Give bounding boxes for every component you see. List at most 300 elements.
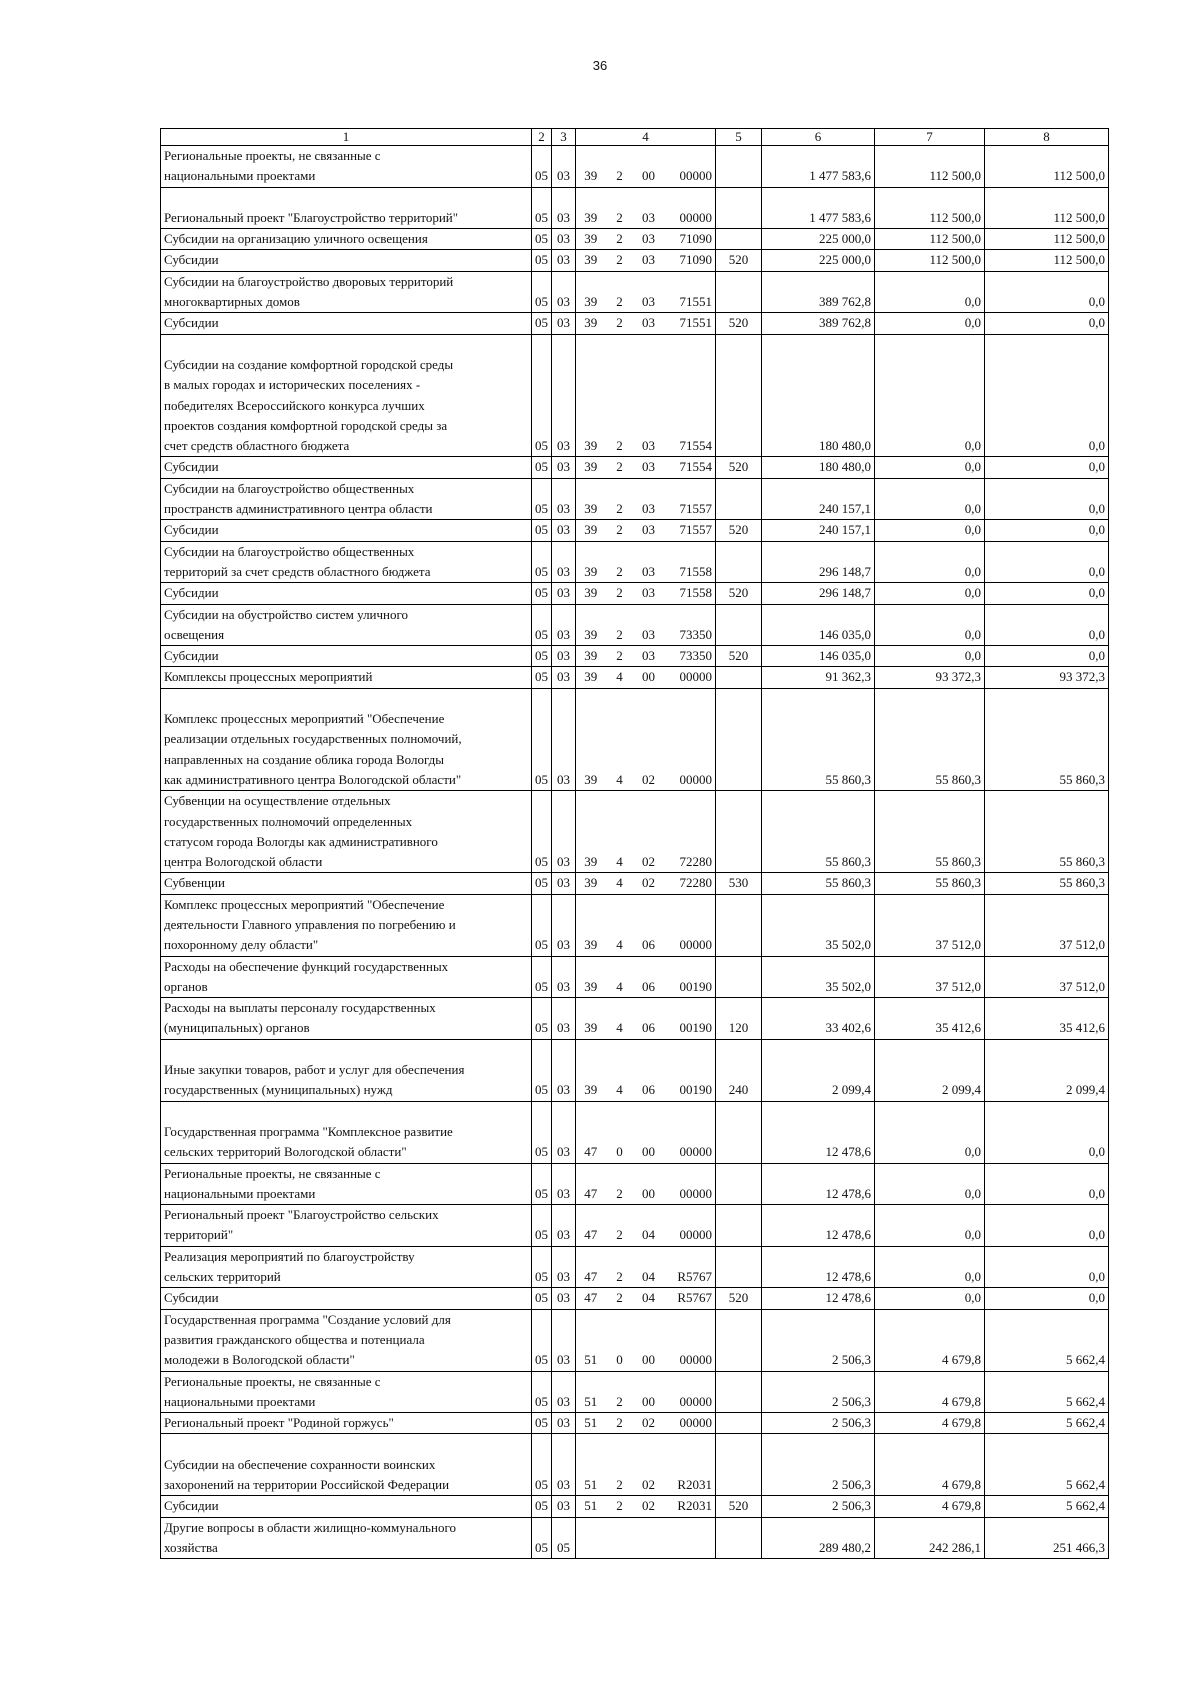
target-code-direction: 00190: [664, 1039, 716, 1101]
table-row: [161, 791, 1109, 873]
target-code-type: 2: [606, 457, 634, 478]
subsection-code: 03: [552, 956, 576, 998]
expense-type: [716, 1309, 762, 1371]
target-code-program: 39: [576, 229, 606, 250]
table-row: [161, 313, 1109, 334]
target-code-program: 39: [576, 998, 606, 1040]
row-name: Субсидии на создание комфортной городской среды в малых городах и исторических поселениях - победителях Всероссийского конкурса лучших проектов создания комфортной городской среды за счет средств областного бюджета: [161, 334, 532, 457]
subsection-code: 03: [552, 1288, 576, 1309]
row-name: Субсидии: [161, 313, 532, 334]
expense-type: 520: [716, 520, 762, 541]
expense-type: [716, 894, 762, 956]
amount-col-7: 4 679,8: [875, 1413, 985, 1434]
amount-col-7: 93 372,3: [875, 667, 985, 688]
row-name: Государственная программа "Комплексное развитие сельских территорий Вологодской области": [161, 1101, 532, 1163]
amount-col-7: 112 500,0: [875, 187, 985, 229]
target-code-structure: 03: [634, 271, 664, 313]
section-code: 05: [532, 1517, 552, 1559]
section-code: 05: [532, 894, 552, 956]
amount-col-8: 55 860,3: [985, 688, 1109, 790]
target-code-program: 39: [576, 1039, 606, 1101]
expense-type: [716, 1413, 762, 1434]
subsection-code: 03: [552, 604, 576, 646]
amount-col-7: 55 860,3: [875, 791, 985, 873]
target-code-type: 4: [606, 667, 634, 688]
expense-type: [716, 604, 762, 646]
target-code-structure: 02: [634, 873, 664, 894]
target-code-structure: 04: [634, 1288, 664, 1309]
target-code-direction: 00000: [664, 1101, 716, 1163]
amount-col-6: 35 502,0: [762, 894, 875, 956]
target-code-direction: 00000: [664, 1309, 716, 1371]
expense-type: 520: [716, 646, 762, 667]
target-code-program: 39: [576, 583, 606, 604]
amount-col-7: 2 099,4: [875, 1039, 985, 1101]
amount-col-6: 296 148,7: [762, 541, 875, 583]
expense-type: [716, 478, 762, 520]
target-code-direction: 73350: [664, 646, 716, 667]
row-name: Региональные проекты, не связанные с национальными проектами: [161, 1371, 532, 1413]
section-code: 05: [532, 1496, 552, 1517]
amount-col-8: 2 099,4: [985, 1039, 1109, 1101]
expense-type: [716, 791, 762, 873]
table-row: [161, 1309, 1109, 1371]
subsection-code: 03: [552, 313, 576, 334]
amount-col-6: 1 477 583,6: [762, 187, 875, 229]
table-row: [161, 1163, 1109, 1205]
amount-col-6: 1 477 583,6: [762, 146, 875, 188]
table-row: [161, 667, 1109, 688]
target-code-direction: 72280: [664, 873, 716, 894]
header-col-7: 7: [875, 129, 985, 146]
amount-col-7: 37 512,0: [875, 956, 985, 998]
target-code-program: 51: [576, 1413, 606, 1434]
amount-col-6: 240 157,1: [762, 478, 875, 520]
target-code-direction: 00190: [664, 998, 716, 1040]
subsection-code: 03: [552, 583, 576, 604]
subsection-code: 03: [552, 1205, 576, 1247]
section-code: 05: [532, 1309, 552, 1371]
target-code-program: 39: [576, 873, 606, 894]
target-code-type: 2: [606, 334, 634, 457]
target-code-direction: 00000: [664, 1371, 716, 1413]
target-code-program: 39: [576, 313, 606, 334]
row-name: Субвенции: [161, 873, 532, 894]
target-code-type: 4: [606, 688, 634, 790]
target-code-structure: 04: [634, 1246, 664, 1288]
target-code-type: 2: [606, 646, 634, 667]
table-row: [161, 1517, 1109, 1559]
amount-col-6: 2 506,3: [762, 1371, 875, 1413]
row-name: Субсидии на благоустройство общественных пространств административного центра области: [161, 478, 532, 520]
target-code-program: 39: [576, 457, 606, 478]
row-name: Субсидии на организацию уличного освещения: [161, 229, 532, 250]
target-code-structure: 00: [634, 1371, 664, 1413]
row-name: Региональные проекты, не связанные с национальными проектами: [161, 146, 532, 188]
target-code-structure: 00: [634, 1309, 664, 1371]
table-row: [161, 1371, 1109, 1413]
target-code-structure: 03: [634, 478, 664, 520]
target-code-structure: 03: [634, 187, 664, 229]
subsection-code: 03: [552, 1434, 576, 1496]
row-name: Субсидии на обустройство систем уличного освещения: [161, 604, 532, 646]
row-name: Региональный проект "Благоустройство территорий": [161, 187, 532, 229]
target-code-program: 39: [576, 271, 606, 313]
section-code: 05: [532, 873, 552, 894]
table-row: [161, 541, 1109, 583]
subsection-code: 03: [552, 1496, 576, 1517]
amount-col-6: 2 506,3: [762, 1413, 875, 1434]
table-row: [161, 146, 1109, 188]
subsection-code: 03: [552, 229, 576, 250]
table-row: [161, 998, 1109, 1040]
target-code-program: 47: [576, 1205, 606, 1247]
table-row: [161, 583, 1109, 604]
table-row: [161, 1205, 1109, 1247]
target-code-type: 2: [606, 1205, 634, 1247]
target-code-type: 2: [606, 520, 634, 541]
subsection-code: 03: [552, 873, 576, 894]
row-name: Субсидии: [161, 646, 532, 667]
target-code-structure: 02: [634, 1496, 664, 1517]
target-code-direction: 71551: [664, 313, 716, 334]
target-code-structure: 02: [634, 688, 664, 790]
subsection-code: 03: [552, 541, 576, 583]
expense-type: [716, 1246, 762, 1288]
amount-col-8: 0,0: [985, 334, 1109, 457]
table-row: [161, 873, 1109, 894]
table-row: [161, 457, 1109, 478]
target-code-direction: 71554: [664, 457, 716, 478]
target-code-type: 4: [606, 791, 634, 873]
amount-col-7: 4 679,8: [875, 1309, 985, 1371]
amount-col-6: 91 362,3: [762, 667, 875, 688]
section-code: 05: [532, 1371, 552, 1413]
target-code-direction: 00190: [664, 956, 716, 998]
target-code-direction: 00000: [664, 667, 716, 688]
amount-col-7: 0,0: [875, 583, 985, 604]
amount-col-7: 4 679,8: [875, 1434, 985, 1496]
subsection-code: 03: [552, 1246, 576, 1288]
amount-col-7: 37 512,0: [875, 894, 985, 956]
target-code-direction: 00000: [664, 1163, 716, 1205]
row-name: Субвенции на осуществление отдельных государственных полномочий определенных статусом города Вологды как административного центра Вологодской области: [161, 791, 532, 873]
table-row: [161, 1039, 1109, 1101]
target-code-direction: 00000: [664, 146, 716, 188]
target-code-program: 39: [576, 146, 606, 188]
amount-col-8: 0,0: [985, 604, 1109, 646]
target-code-type: 4: [606, 998, 634, 1040]
section-code: 05: [532, 1101, 552, 1163]
target-code-type: 2: [606, 1496, 634, 1517]
section-code: 05: [532, 583, 552, 604]
target-code-direction: R2031: [664, 1434, 716, 1496]
target-code-structure: 00: [634, 146, 664, 188]
amount-col-7: 0,0: [875, 457, 985, 478]
target-code-program: 51: [576, 1371, 606, 1413]
section-code: 05: [532, 1434, 552, 1496]
amount-col-7: 4 679,8: [875, 1496, 985, 1517]
section-code: 05: [532, 646, 552, 667]
amount-col-8: 112 500,0: [985, 229, 1109, 250]
target-code-type: 2: [606, 1413, 634, 1434]
expense-type: [716, 1517, 762, 1559]
target-code-program: 39: [576, 688, 606, 790]
target-code-structure: 02: [634, 791, 664, 873]
table-row: [161, 688, 1109, 790]
amount-col-8: 112 500,0: [985, 250, 1109, 271]
amount-col-8: 5 662,4: [985, 1496, 1109, 1517]
amount-col-7: 0,0: [875, 1101, 985, 1163]
section-code: 05: [532, 956, 552, 998]
section-code: 05: [532, 478, 552, 520]
amount-col-7: 55 860,3: [875, 688, 985, 790]
table-row: [161, 478, 1109, 520]
subsection-code: 03: [552, 1413, 576, 1434]
subsection-code: 05: [552, 1517, 576, 1559]
target-code-program: 39: [576, 478, 606, 520]
header-col-2: 2: [532, 129, 552, 146]
amount-col-7: 0,0: [875, 646, 985, 667]
expense-type: [716, 1205, 762, 1247]
amount-col-7: 4 679,8: [875, 1371, 985, 1413]
row-name: Расходы на обеспечение функций государственных органов: [161, 956, 532, 998]
row-name: Реализация мероприятий по благоустройству сельских территорий: [161, 1246, 532, 1288]
expense-type: 520: [716, 1496, 762, 1517]
header-col-3: 3: [552, 129, 576, 146]
table-row: [161, 187, 1109, 229]
subsection-code: 03: [552, 791, 576, 873]
amount-col-8: 5 662,4: [985, 1371, 1109, 1413]
table-row: [161, 1413, 1109, 1434]
amount-col-6: 12 478,6: [762, 1205, 875, 1247]
target-code-direction: 71558: [664, 583, 716, 604]
target-code-program: 39: [576, 646, 606, 667]
target-code-type: 2: [606, 229, 634, 250]
amount-col-7: 35 412,6: [875, 998, 985, 1040]
target-code-type: 2: [606, 1371, 634, 1413]
amount-col-8: 55 860,3: [985, 873, 1109, 894]
target-code-program: 39: [576, 334, 606, 457]
target-code-type: 2: [606, 478, 634, 520]
amount-col-8: 5 662,4: [985, 1413, 1109, 1434]
section-code: 05: [532, 271, 552, 313]
amount-col-7: 0,0: [875, 1288, 985, 1309]
expense-type: 520: [716, 250, 762, 271]
row-name: Субсидии на благоустройство общественных территорий за счет средств областного бюджета: [161, 541, 532, 583]
target-code-direction: [664, 1517, 716, 1559]
expense-type: 120: [716, 998, 762, 1040]
header-col-8: 8: [985, 129, 1109, 146]
row-name: Комплекс процессных мероприятий "Обеспечение деятельности Главного управления по погребению и похоронному делу области": [161, 894, 532, 956]
row-name: Субсидии: [161, 457, 532, 478]
section-code: 05: [532, 229, 552, 250]
amount-col-8: 5 662,4: [985, 1434, 1109, 1496]
target-code-type: 4: [606, 1039, 634, 1101]
table-row: [161, 250, 1109, 271]
section-code: 05: [532, 1039, 552, 1101]
target-code-direction: 00000: [664, 187, 716, 229]
header-row: [161, 129, 1109, 146]
target-code-direction: R5767: [664, 1288, 716, 1309]
target-code-type: 0: [606, 1101, 634, 1163]
target-code-structure: 00: [634, 667, 664, 688]
amount-col-6: 55 860,3: [762, 688, 875, 790]
amount-col-7: 112 500,0: [875, 229, 985, 250]
expense-type: [716, 688, 762, 790]
target-code-program: 39: [576, 187, 606, 229]
target-code-program: [576, 1517, 606, 1559]
section-code: 05: [532, 146, 552, 188]
target-code-type: 2: [606, 604, 634, 646]
target-code-type: 4: [606, 873, 634, 894]
table-row: [161, 1496, 1109, 1517]
section-code: 05: [532, 604, 552, 646]
amount-col-6: 389 762,8: [762, 313, 875, 334]
target-code-direction: 72280: [664, 791, 716, 873]
amount-col-8: 0,0: [985, 1101, 1109, 1163]
amount-col-8: 5 662,4: [985, 1309, 1109, 1371]
target-code-structure: 03: [634, 583, 664, 604]
expense-type: [716, 146, 762, 188]
amount-col-8: 251 466,3: [985, 1517, 1109, 1559]
target-code-program: 39: [576, 604, 606, 646]
target-code-program: 39: [576, 791, 606, 873]
target-code-type: 2: [606, 1246, 634, 1288]
amount-col-6: 33 402,6: [762, 998, 875, 1040]
section-code: 05: [532, 1413, 552, 1434]
amount-col-6: 225 000,0: [762, 250, 875, 271]
amount-col-7: 0,0: [875, 334, 985, 457]
expense-type: [716, 1101, 762, 1163]
header-col-5: 5: [716, 129, 762, 146]
amount-col-7: 112 500,0: [875, 146, 985, 188]
amount-col-8: 0,0: [985, 1163, 1109, 1205]
amount-col-7: 55 860,3: [875, 873, 985, 894]
expense-type: [716, 1434, 762, 1496]
subsection-code: 03: [552, 146, 576, 188]
target-code-type: 4: [606, 894, 634, 956]
target-code-program: 51: [576, 1496, 606, 1517]
row-name: Региональный проект "Родиной горжусь": [161, 1413, 532, 1434]
amount-col-7: 0,0: [875, 1246, 985, 1288]
amount-col-6: 55 860,3: [762, 791, 875, 873]
target-code-structure: 03: [634, 646, 664, 667]
target-code-type: 2: [606, 146, 634, 188]
amount-col-8: 0,0: [985, 313, 1109, 334]
section-code: 05: [532, 334, 552, 457]
amount-col-8: 0,0: [985, 541, 1109, 583]
target-code-structure: 03: [634, 541, 664, 583]
header-col-4: 4: [576, 129, 716, 146]
row-name: Субсидии: [161, 520, 532, 541]
amount-col-7: 0,0: [875, 271, 985, 313]
target-code-program: 47: [576, 1101, 606, 1163]
subsection-code: 03: [552, 1163, 576, 1205]
row-name: Комплексы процессных мероприятий: [161, 667, 532, 688]
expense-type: [716, 187, 762, 229]
expense-type: 520: [716, 583, 762, 604]
target-code-direction: 00000: [664, 1205, 716, 1247]
target-code-direction: 71090: [664, 250, 716, 271]
amount-col-7: 0,0: [875, 541, 985, 583]
expense-type: [716, 334, 762, 457]
section-code: 05: [532, 1205, 552, 1247]
amount-col-8: 0,0: [985, 1288, 1109, 1309]
expense-type: 240: [716, 1039, 762, 1101]
expense-type: [716, 1163, 762, 1205]
table-row: [161, 1101, 1109, 1163]
target-code-direction: R5767: [664, 1246, 716, 1288]
amount-col-7: 242 286,1: [875, 1517, 985, 1559]
target-code-type: 2: [606, 1434, 634, 1496]
page-number: 36: [592, 58, 608, 73]
amount-col-6: 35 502,0: [762, 956, 875, 998]
amount-col-6: 55 860,3: [762, 873, 875, 894]
section-code: 05: [532, 250, 552, 271]
amount-col-6: 180 480,0: [762, 334, 875, 457]
budget-table: [160, 128, 1109, 1559]
target-code-type: 0: [606, 1309, 634, 1371]
target-code-structure: 04: [634, 1205, 664, 1247]
section-code: 05: [532, 667, 552, 688]
subsection-code: 03: [552, 250, 576, 271]
target-code-structure: 00: [634, 1163, 664, 1205]
amount-col-7: 112 500,0: [875, 250, 985, 271]
amount-col-6: 296 148,7: [762, 583, 875, 604]
amount-col-8: 112 500,0: [985, 187, 1109, 229]
section-code: 05: [532, 313, 552, 334]
table-row: [161, 1246, 1109, 1288]
amount-col-8: 0,0: [985, 646, 1109, 667]
target-code-structure: 03: [634, 457, 664, 478]
section-code: 05: [532, 541, 552, 583]
row-name: Субсидии: [161, 1288, 532, 1309]
amount-col-7: 0,0: [875, 1163, 985, 1205]
table-row: [161, 604, 1109, 646]
target-code-type: 2: [606, 1288, 634, 1309]
section-code: 05: [532, 457, 552, 478]
section-code: 05: [532, 998, 552, 1040]
target-code-structure: 02: [634, 1413, 664, 1434]
subsection-code: 03: [552, 1039, 576, 1101]
amount-col-6: 146 035,0: [762, 646, 875, 667]
target-code-structure: [634, 1517, 664, 1559]
amount-col-7: 0,0: [875, 478, 985, 520]
expense-type: [716, 667, 762, 688]
target-code-type: [606, 1517, 634, 1559]
target-code-type: 4: [606, 956, 634, 998]
expense-type: 530: [716, 873, 762, 894]
amount-col-7: 0,0: [875, 313, 985, 334]
subsection-code: 03: [552, 688, 576, 790]
expense-type: 520: [716, 313, 762, 334]
amount-col-7: 0,0: [875, 520, 985, 541]
subsection-code: 03: [552, 187, 576, 229]
target-code-direction: 00000: [664, 1413, 716, 1434]
target-code-program: 51: [576, 1309, 606, 1371]
subsection-code: 03: [552, 457, 576, 478]
section-code: 05: [532, 520, 552, 541]
amount-col-6: 289 480,2: [762, 1517, 875, 1559]
row-name: Субсидии: [161, 1496, 532, 1517]
section-code: 05: [532, 187, 552, 229]
expense-type: [716, 229, 762, 250]
target-code-structure: 06: [634, 956, 664, 998]
subsection-code: 03: [552, 1101, 576, 1163]
amount-col-8: 35 412,6: [985, 998, 1109, 1040]
target-code-program: 39: [576, 520, 606, 541]
